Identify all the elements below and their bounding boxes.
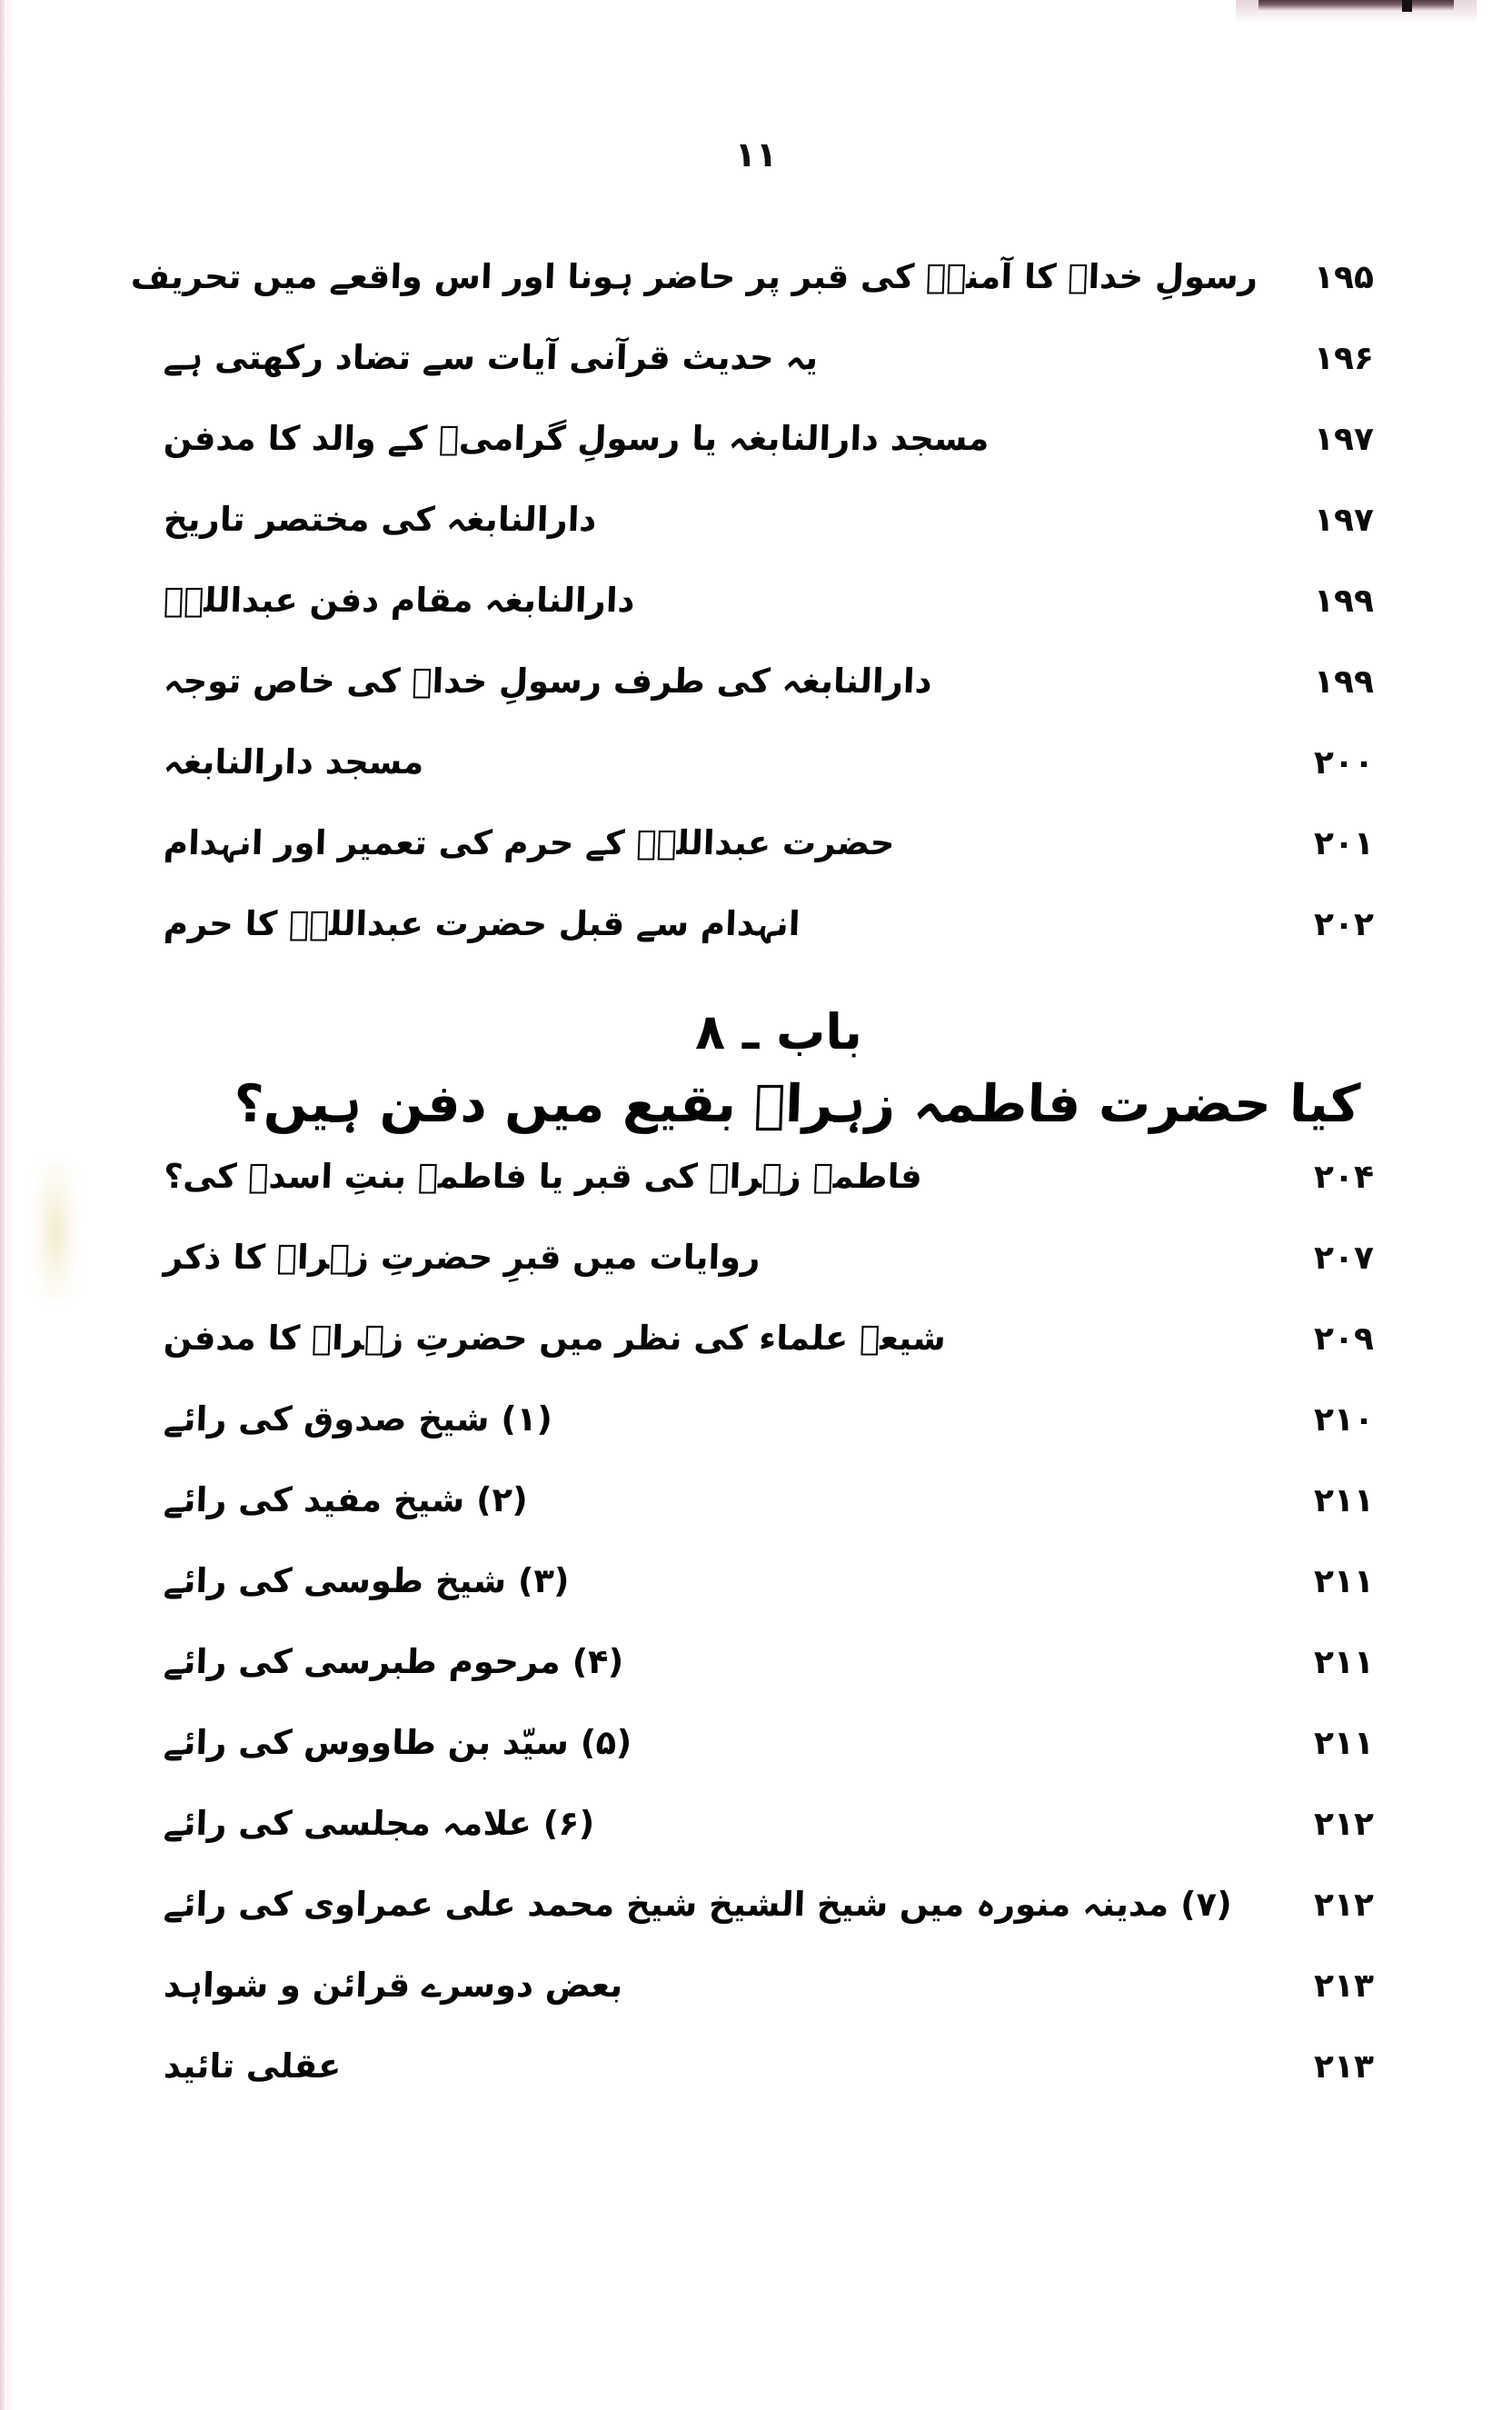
toc-entry-row[interactable]: [163, 1560, 1430, 1644]
toc-entry-title: [163, 1479, 1258, 1519]
toc-entry-page-number: ۲۰۹: [1314, 1320, 1374, 1358]
toc-entry-row[interactable]: [163, 1479, 1430, 1563]
toc-entry-title-text: (۲) شیخ مفید کی رائے: [163, 1479, 529, 1519]
toc-entry-page-number: ۲۱۱: [1314, 1724, 1374, 1762]
toc-entry-page-number: ۱۹۷: [1314, 502, 1374, 539]
scan-edge-artifact-top: [1258, 0, 1454, 12]
toc-entry-title-text: (۳) شیخ طوسی کی رائے: [163, 1560, 571, 1600]
toc-entry-row[interactable]: [163, 1884, 1430, 1967]
toc-entry-title: [163, 1884, 1258, 1924]
toc-entry-title: [163, 823, 1258, 862]
toc-entry-title: [163, 583, 1258, 619]
toc-entry-row[interactable]: [130, 257, 1430, 340]
scan-edge-artifact-left-inner: [0, 0, 6, 2410]
toc-entry-page-number: ۱۹۹: [1314, 663, 1374, 701]
scan-smudge-artifact: [36, 1163, 75, 1300]
toc-entry-title: [163, 1722, 1258, 1762]
chapter-title: کیا حضرت فاطمہ زہراؑ بقیع میں دفن ہیں؟: [233, 1074, 1361, 1134]
toc-entry-page-number: ۲۰۷: [1314, 1239, 1374, 1277]
toc-entry-title-text: (۵) سیّد بن طاووس کی رائے: [163, 1722, 632, 1762]
toc-entry-title: [163, 1237, 1258, 1277]
toc-entry-row[interactable]: [164, 583, 1430, 663]
toc-entry-title-text: (۷) مدینہ منورہ میں شیخ الشیخ شیخ محمد علی عمراوی کی رائے: [163, 1884, 1233, 1924]
toc-entry-row[interactable]: [164, 906, 1430, 987]
toc-entry-page-number: ۲۱۲: [1314, 1805, 1374, 1843]
toc-entry-title-text: فاطمہ زہراؑ کی قبر یا فاطمہ بنتِ اسدؑ کی؟: [163, 1156, 923, 1196]
toc-entry-row[interactable]: [164, 744, 1430, 825]
toc-entry-title: [163, 1560, 1258, 1600]
toc-entry-page-number: ۱۹۹: [1314, 583, 1374, 620]
toc-entry-title: [163, 2046, 1258, 2086]
toc-entry-page-number: ۱۹۶: [1314, 340, 1374, 377]
toc-entry-row[interactable]: [164, 421, 1430, 502]
toc-entry-title-text: حضرت عبداللہؑ کے حرم کی تعمیر اور انہدام: [163, 823, 896, 862]
toc-entry-row[interactable]: [163, 1156, 1430, 1240]
toc-entry-row[interactable]: [164, 1967, 1430, 2048]
toc-entry-page-number: ۲۰۲: [1314, 906, 1374, 943]
toc-entry-title-text: روایات میں قبرِ حضرتِ زہراؑ کا ذکر: [163, 1237, 761, 1277]
toc-entry-title-text: بعض دوسرے قرائن و شواہد: [163, 1965, 624, 2005]
toc-entry-page-number: ۱۹۷: [1314, 421, 1374, 458]
toc-entry-row[interactable]: [163, 1641, 1430, 1725]
toc-entry-row[interactable]: [164, 663, 1430, 744]
chapter-heading-block: [164, 1003, 1430, 1135]
toc-entry-row[interactable]: [164, 2048, 1430, 2129]
toc-entry-row[interactable]: [164, 502, 1430, 583]
toc-entry-title: [130, 257, 1258, 296]
toc-entry-title-text: شیعہ علماء کی نظر میں حضرتِ زہراؑ کا مدفن: [163, 1318, 947, 1358]
toc-entry-title-text: یہ حدیث قرآنی آیات سے تضاد رکھتی ہے: [163, 338, 819, 377]
toc-entry-page-number: ۲۱۱: [1314, 1562, 1374, 1600]
toc-entry-row[interactable]: [163, 1237, 1430, 1320]
toc-entry-title-text: (۶) علامہ مجلسی کی رائے: [163, 1803, 595, 1843]
toc-entry-title-text: عقلی تائید: [163, 2046, 343, 2086]
toc-entry-page-number: ۲۱۲: [1314, 1886, 1374, 1924]
toc-entry-title-text: رسولِ خداؐ کا آمنہؑ کی قبر پر حاضر ہونا اور اس واقعے میں تحریف: [130, 257, 1258, 296]
page-folio-number: ۱۱: [734, 134, 778, 174]
toc-entry-row[interactable]: [164, 1401, 1430, 1482]
toc-entry-title-text: دارالنابغہ مقام دفن عبداللہؑ: [163, 581, 636, 620]
toc-entry-title: [163, 1156, 1258, 1196]
table-of-contents: [130, 257, 1430, 2129]
toc-entry-title-text: انہدام سے قبل حضرت عبداللہؑ کا حرم: [163, 904, 801, 943]
toc-entry-title-text: دارالنابغہ کی مختصر تاریخ: [163, 500, 598, 539]
toc-entry-row[interactable]: [163, 1722, 1430, 1806]
scan-corner-mark: [1402, 0, 1412, 12]
toc-entry-page-number: ۲۱۳: [1314, 2047, 1374, 2086]
toc-entry-page-number: ۱۹۵: [1314, 259, 1374, 296]
chapter-number-label: باب ـ ۸: [695, 1003, 862, 1061]
toc-entry-row[interactable]: [164, 340, 1430, 421]
toc-entry-row[interactable]: [164, 825, 1430, 906]
toc-entry-title-text: مسجد دارالنابغہ یا رسولِ گرامیؐ کے والد کا مدفن: [163, 419, 990, 458]
toc-entry-page-number: ۲۱۳: [1314, 1967, 1374, 2005]
toc-entry-title: [163, 664, 1258, 700]
toc-entry-title: [163, 1399, 1258, 1439]
toc-entry-title: [163, 1641, 1258, 1681]
toc-entry-title-text: (۴) مرحوم طبرسی کی رائے: [163, 1641, 624, 1681]
toc-entry-title: [163, 419, 1258, 458]
toc-entry-page-number: ۲۰۱: [1314, 825, 1374, 862]
toc-entry-page-number: ۲۰۰: [1314, 744, 1374, 782]
toc-entry-title: [163, 1318, 1258, 1358]
toc-entry-page-number: ۲۰۴: [1314, 1158, 1374, 1196]
toc-entry-title: [163, 1965, 1258, 2005]
toc-entry-title-text: (۱) شیخ صدوق کی رائے: [163, 1399, 553, 1439]
toc-entry-title: [163, 500, 1258, 539]
toc-entry-page-number: ۲۱۱: [1314, 1643, 1374, 1681]
toc-entry-page-number: ۲۱۰: [1314, 1400, 1374, 1439]
toc-entry-row[interactable]: [164, 1320, 1430, 1401]
toc-entry-title-text: دارالنابغہ کی طرف رسولِ خداؐ کی خاص توجہ: [163, 662, 933, 701]
toc-entry-title: [163, 904, 1258, 943]
toc-entry-title: [163, 742, 1258, 782]
toc-entry-title-text: مسجد دارالنابغہ: [163, 742, 425, 782]
toc-entry-page-number: ۲۱۱: [1314, 1481, 1374, 1519]
toc-entry-row[interactable]: [163, 1803, 1430, 1887]
toc-entry-title: [163, 338, 1258, 377]
toc-entry-title: [163, 1803, 1258, 1843]
